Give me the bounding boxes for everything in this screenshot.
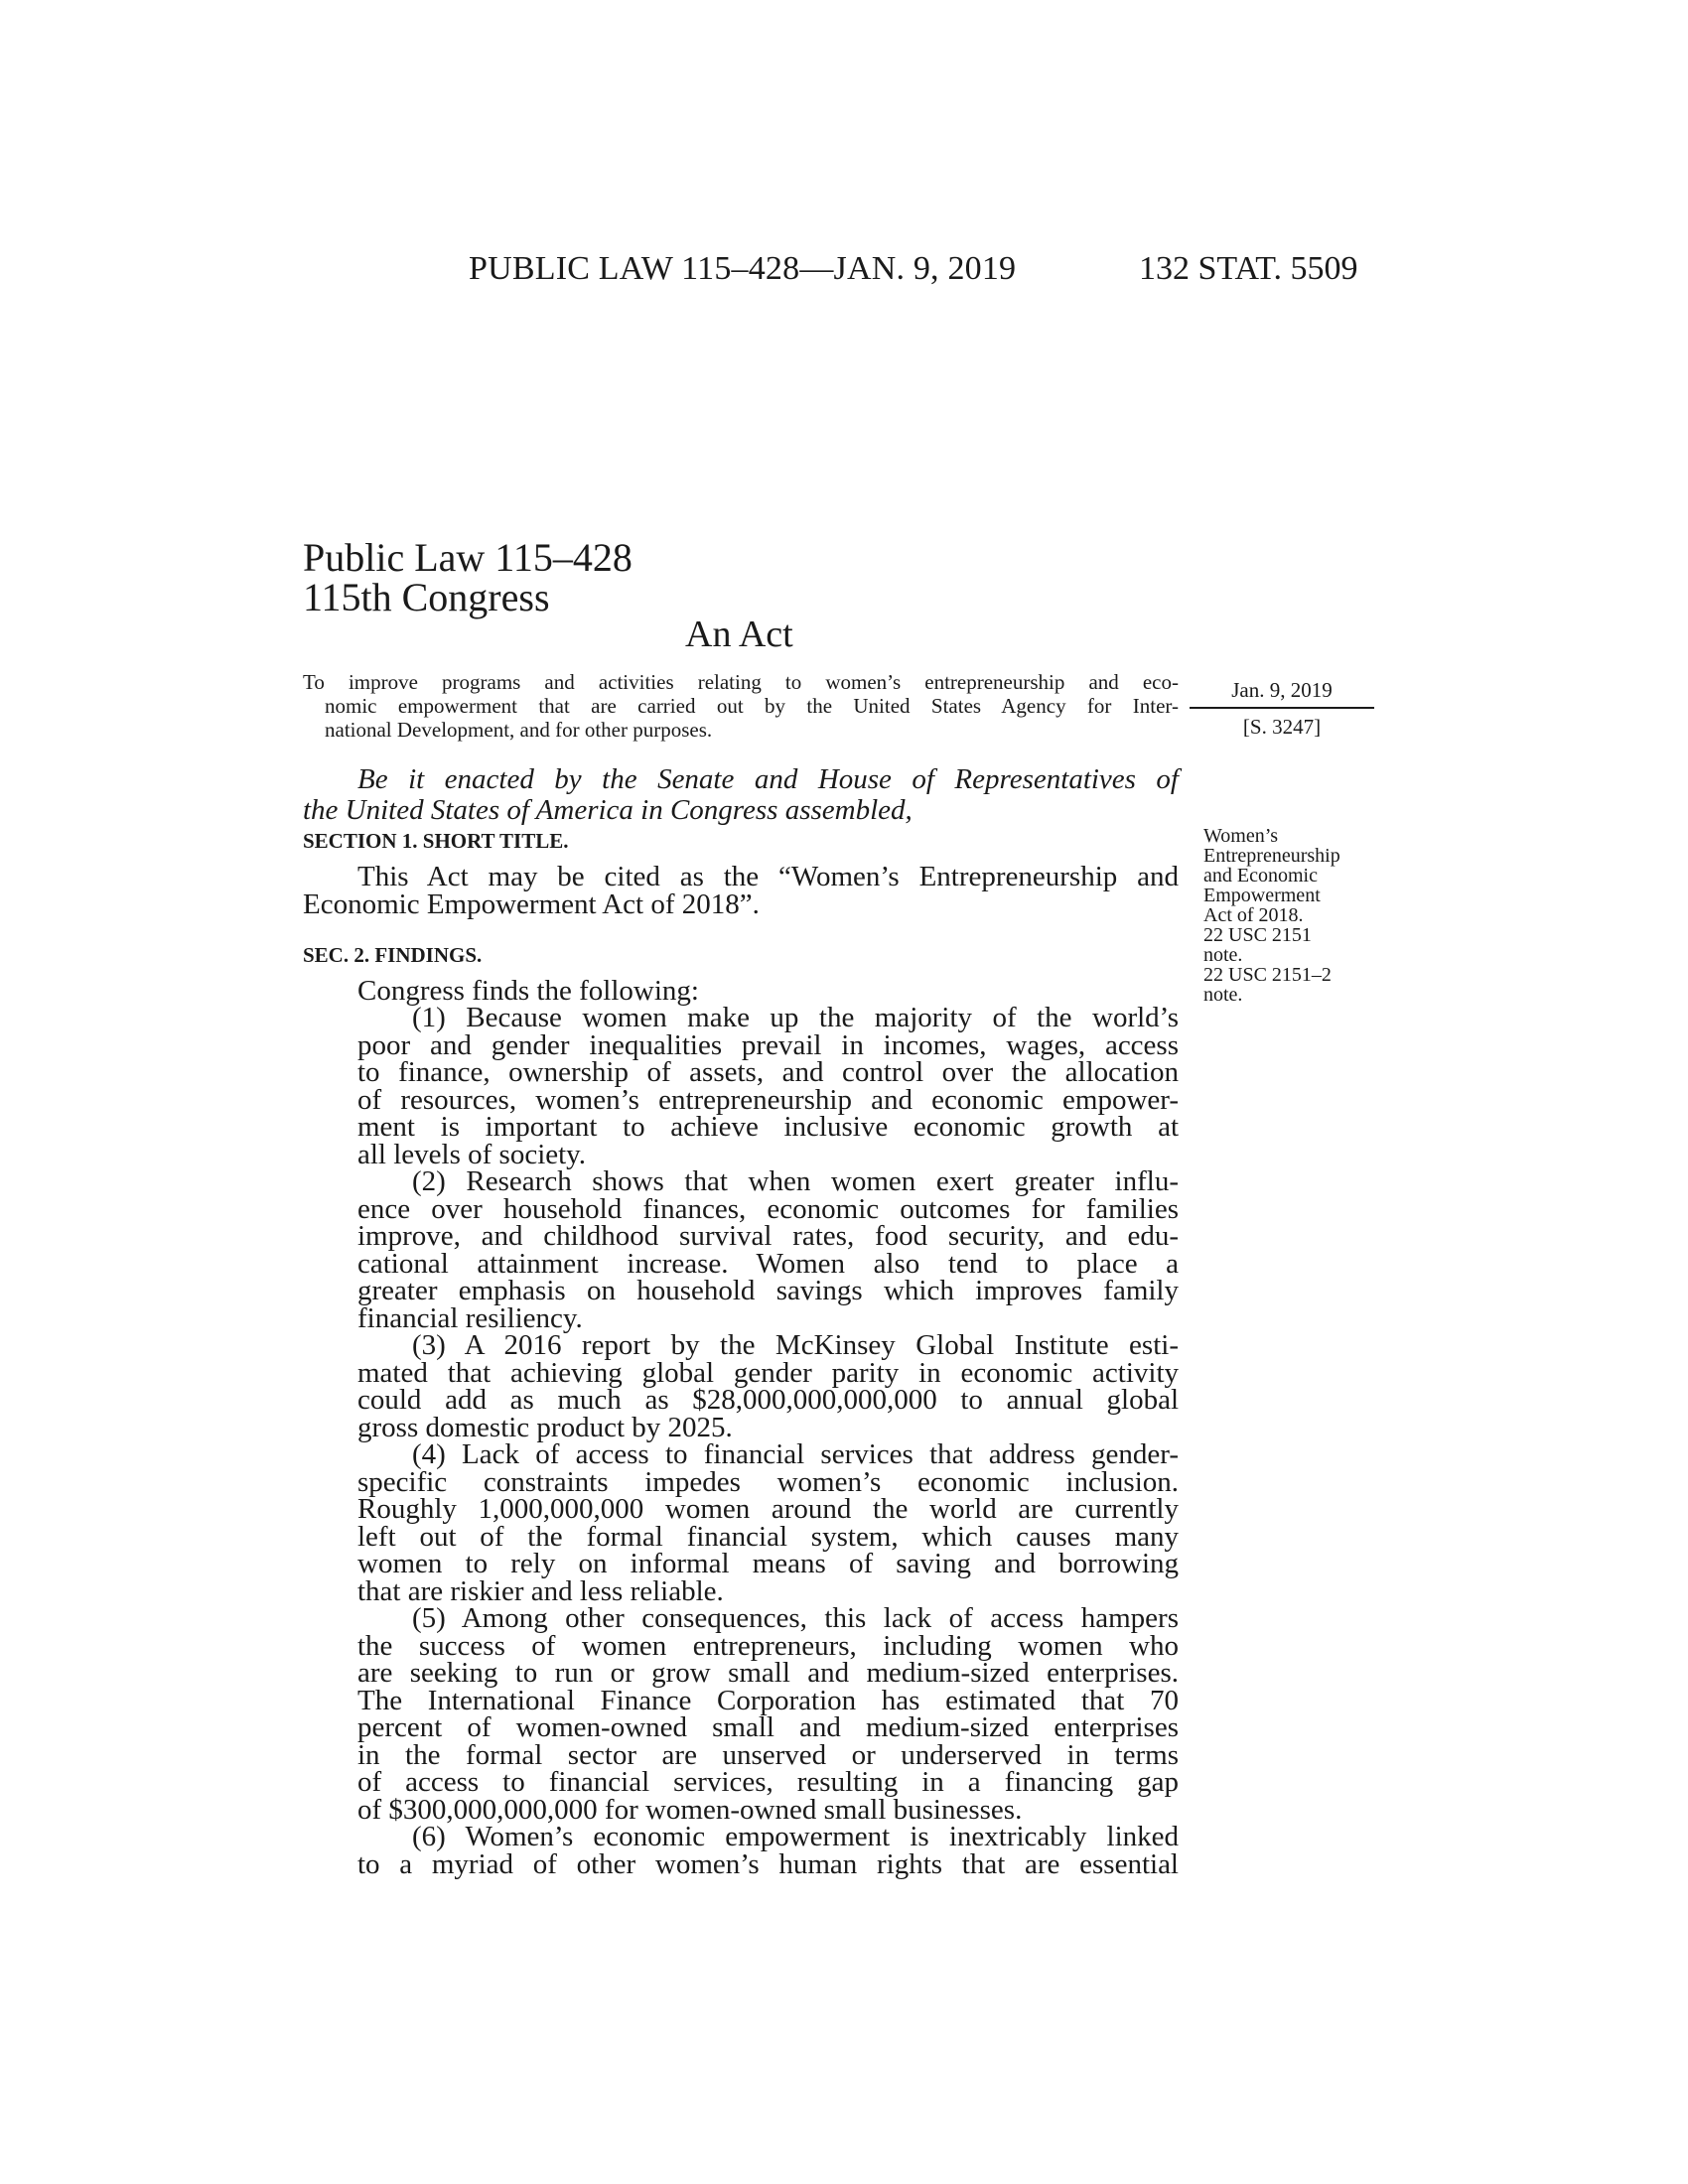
margin-note-line: note. — [1203, 944, 1243, 966]
body-line: left out of the formal financial system, which causes many — [357, 1520, 1179, 1553]
body-line: of access to financial services, resulting in a financing gap — [357, 1766, 1179, 1798]
body-line: in the formal sector are unserved or underserved in terms — [357, 1738, 1179, 1771]
body-line: gross domestic product by 2025. — [357, 1411, 733, 1443]
body-line: Roughly 1,000,000,000 women around the world are currently — [357, 1493, 1179, 1525]
finding-paragraph — [357, 1438, 1179, 1607]
statute-page-number: 132 STAT. 5509 — [1139, 250, 1358, 287]
body-line: to finance, ownership of assets, and control over the allocation — [357, 1056, 1179, 1088]
findings-list — [357, 1002, 1179, 1880]
body-line: improve, and childhood survival rates, food security, and edu- — [357, 1220, 1179, 1252]
body-line: (6) Women’s economic empowerment is inextricably linked — [412, 1821, 1179, 1852]
running-header-title: PUBLIC LAW 115–428—JAN. 9, 2019 — [469, 250, 1017, 287]
body-line: Economic Empowerment Act of 2018”. — [303, 887, 760, 920]
margin-note-line: Women’s — [1203, 825, 1279, 847]
body-line: cational attainment increase. Women also tend to place a — [357, 1247, 1179, 1280]
bill-number-note: [S. 3247] — [1242, 715, 1322, 739]
margin-notes — [1203, 826, 1382, 1005]
short-title-paragraph — [303, 861, 1179, 920]
body-line: ence over household finances, economic outcomes for families — [357, 1192, 1179, 1225]
margin-note-line: and Economic — [1203, 865, 1318, 887]
margin-note-line: Entrepreneurship — [1203, 845, 1340, 867]
body-line: all levels of society. — [357, 1138, 587, 1170]
section-1-heading: SECTION 1. SHORT TITLE. — [303, 829, 569, 853]
body-line: could add as much as $28,000,000,000,000 to annual global — [357, 1384, 1179, 1416]
purpose-clause — [303, 670, 1179, 742]
body-line: of resources, women’s entrepreneurship and economic empower- — [357, 1083, 1179, 1116]
congress-number: 115th Congress — [303, 575, 550, 619]
enacting-clause — [303, 764, 1179, 826]
body-line: specific constraints impedes women’s economic inclusion. — [357, 1465, 1179, 1498]
enacting-line: Be it enacted by the Senate and House of Representatives of — [357, 763, 1179, 795]
body-line: that are riskier and less reliable. — [357, 1574, 724, 1607]
purpose-line: national Development, and for other purposes. — [325, 718, 713, 742]
body-line: mated that achieving global gender parity in economic activity — [357, 1356, 1179, 1389]
body-line: poor and gender inequalities prevail in incomes, wages, access — [357, 1028, 1179, 1061]
body-line: are seeking to run or grow small and medium-sized enterprises. — [357, 1657, 1179, 1689]
act-label: An Act — [685, 614, 793, 655]
body-line: greater emphasis on household savings which improves family — [357, 1275, 1179, 1306]
section-2-heading: SEC. 2. FINDINGS. — [303, 943, 483, 967]
body-line: The International Finance Corporation has estimated that 70 — [357, 1684, 1179, 1716]
enacting-line: the United States of America in Congress assembled, — [303, 794, 913, 826]
body-line: financial resiliency. — [357, 1301, 583, 1334]
public-law-number: Public Law 115–428 — [303, 535, 633, 580]
body-line: women to rely on informal means of saving and borrowing — [357, 1548, 1179, 1579]
finding-paragraph — [357, 1821, 1179, 1880]
body-line: the success of women entrepreneurs, including women who — [357, 1629, 1179, 1662]
finding-paragraph — [357, 1329, 1179, 1443]
body-line: ment is important to achieve inclusive economic growth at — [357, 1111, 1179, 1143]
margin-note-line: note. — [1203, 984, 1243, 1006]
body-line: This Act may be cited as the “Women’s Entrepreneurship and — [357, 861, 1179, 892]
margin-note-line: Act of 2018. — [1203, 904, 1304, 926]
body-line: (5) Among other consequences, this lack of access hampers — [412, 1602, 1179, 1634]
findings-intro: Congress finds the following: — [357, 975, 699, 1007]
body-line: percent of women-owned small and medium-sized enterprises — [357, 1711, 1179, 1743]
body-line: to a myriad of other women’s human rights that are essential — [357, 1847, 1179, 1880]
body-line: of $300,000,000,000 for women-owned small businesses. — [357, 1793, 1023, 1826]
finding-paragraph — [357, 1002, 1179, 1170]
body-line: (4) Lack of access to financial services that address gender- — [412, 1438, 1179, 1470]
margin-note-line: 22 USC 2151 — [1203, 924, 1312, 946]
purpose-line: nomic empowerment that are carried out by the United States Agency for Inter- — [325, 694, 1179, 718]
finding-paragraph — [357, 1602, 1179, 1826]
body-line: (2) Research shows that when women exert greater influ- — [412, 1165, 1179, 1197]
body-line: (3) A 2016 report by the McKinsey Global Institute esti- — [412, 1329, 1179, 1361]
enactment-date-note: Jan. 9, 2019 — [1231, 678, 1333, 702]
margin-note-line: 22 USC 2151–2 — [1203, 964, 1332, 986]
margin-note-line: Empowerment — [1203, 885, 1321, 906]
finding-paragraph — [357, 1165, 1179, 1334]
purpose-line: To improve programs and activities relating to women’s entrepreneurship and eco- — [303, 670, 1179, 694]
sidenote-divider — [1190, 707, 1374, 709]
body-line: (1) Because women make up the majority of the world’s — [412, 1002, 1179, 1033]
